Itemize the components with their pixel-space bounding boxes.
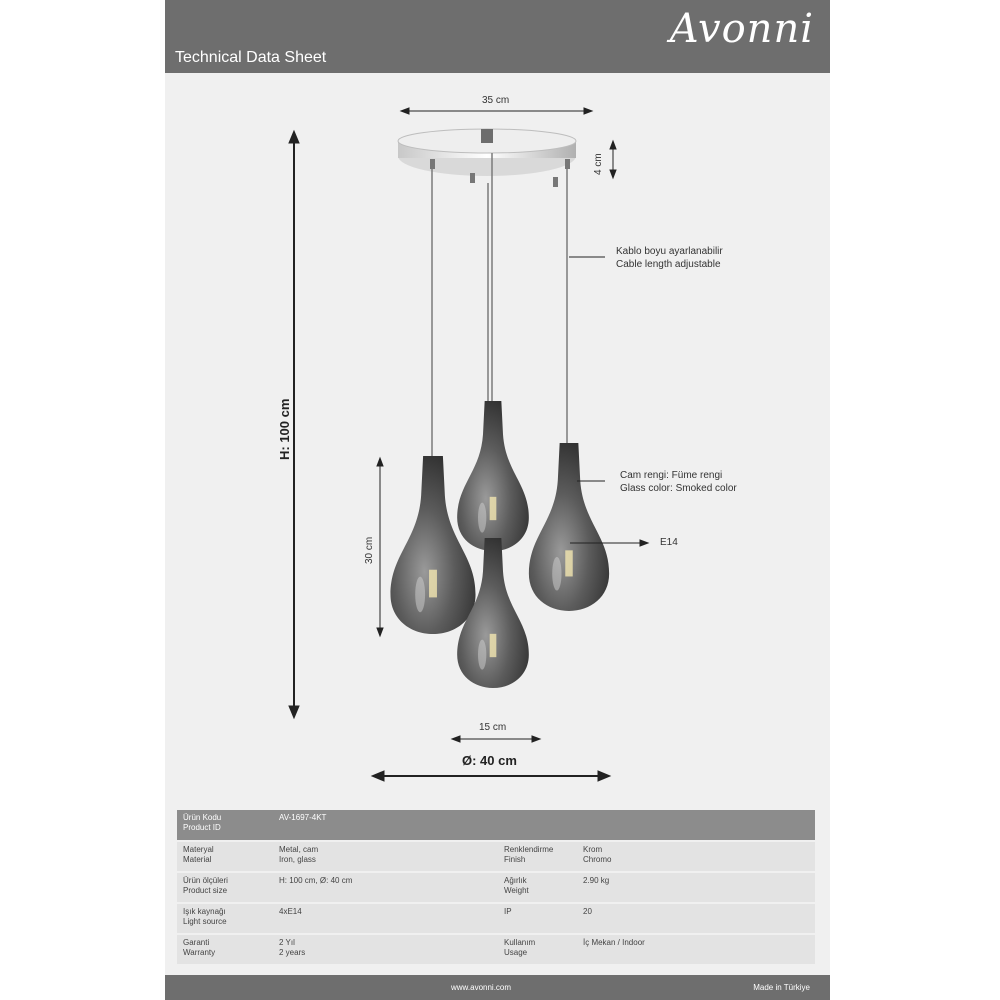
product-id-label-en: Product ID <box>183 823 221 832</box>
spec-label: Finish <box>504 855 526 864</box>
spec-label: Ağırlık <box>504 876 527 885</box>
note-glass-en: Glass color: Smoked color <box>620 483 737 494</box>
dimension-shade-height: 30 cm <box>364 536 375 564</box>
spec-value: Chromo <box>583 855 612 864</box>
footer-bar <box>165 975 830 1000</box>
note-cable-tr: Kablo boyu ayarlanabilir <box>616 246 723 257</box>
spec-label: Weight <box>504 886 529 895</box>
note-socket: E14 <box>660 537 678 548</box>
dimension-canopy-width: 35 cm <box>482 95 510 106</box>
product-id-value: AV-1697-4KT <box>279 813 327 822</box>
spec-value: İç Mekan / Indoor <box>583 938 645 947</box>
footer-made-in: Made in Türkiye <box>753 983 810 992</box>
spec-label: Renklendirme <box>504 845 554 854</box>
spec-value: Metal, cam <box>279 845 319 854</box>
spec-label: IP <box>504 907 512 916</box>
dimension-total-height: H: 100 cm <box>277 398 292 460</box>
spec-value: 2 years <box>279 948 306 957</box>
dimension-lines <box>289 108 648 781</box>
note-glass-tr: Cam rengi: Füme rengi <box>620 470 723 481</box>
spec-label: Material <box>183 855 212 864</box>
dimension-canopy-height: 4 cm <box>593 153 604 175</box>
spec-value: 2 Yıl <box>279 938 295 947</box>
brand-logo: Avonni <box>669 6 814 52</box>
spec-table <box>177 810 815 966</box>
spec-value: 20 <box>583 907 592 916</box>
spec-value: H: 100 cm, Ø: 40 cm <box>279 876 353 885</box>
lamp-illustration <box>165 73 830 800</box>
shade-left <box>390 456 475 634</box>
spec-value: Iron, glass <box>279 855 316 864</box>
spec-label: Materyal <box>183 845 214 854</box>
spec-value: Krom <box>583 845 603 854</box>
spec-row <box>177 934 815 965</box>
shade-back <box>457 401 529 551</box>
header-bar <box>165 0 830 73</box>
spec-value: 4xE14 <box>279 907 302 916</box>
spec-label: Light source <box>183 917 227 926</box>
spec-row <box>177 903 815 934</box>
note-cable-en: Cable length adjustable <box>616 259 721 270</box>
page-title: Technical Data Sheet <box>175 49 327 66</box>
product-id-label-tr: Ürün Kodu <box>183 813 222 822</box>
spec-label: Product size <box>183 886 228 895</box>
technical-drawing <box>165 73 830 800</box>
dimension-diameter: Ø: 40 cm <box>462 753 517 768</box>
spec-label: Kullanım <box>504 938 536 947</box>
spec-header-row <box>177 810 815 841</box>
spec-label: Usage <box>504 948 528 957</box>
shade-right <box>529 443 609 611</box>
canopy <box>398 129 576 187</box>
spec-label: Garanti <box>183 938 210 947</box>
spec-row <box>177 841 815 872</box>
dimension-shade-width: 15 cm <box>479 722 507 733</box>
spec-value: 2.90 kg <box>583 876 610 885</box>
spec-label: Işık kaynağı <box>183 907 226 916</box>
spec-row <box>177 872 815 903</box>
footer-website: www.avonni.com <box>451 983 512 992</box>
spec-label: Warranty <box>183 948 216 957</box>
spec-label: Ürün ölçüleri <box>183 876 228 885</box>
